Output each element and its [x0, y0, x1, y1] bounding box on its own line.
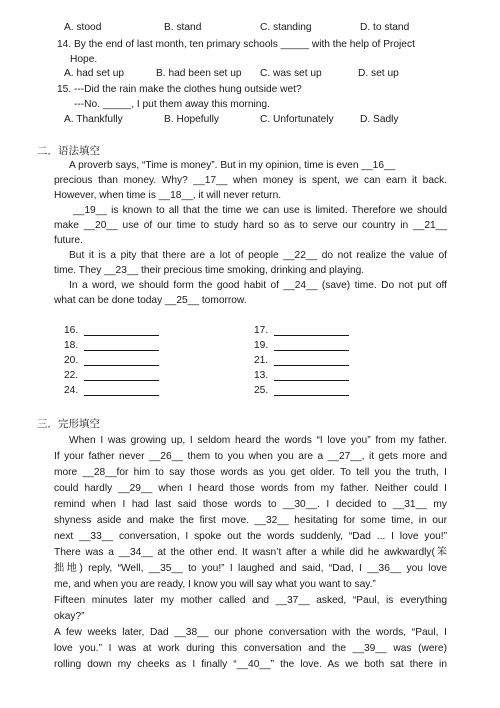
blank-label: 24. — [64, 385, 79, 396]
section2-line-2: precious than money. Why? __17__ when money is spent, we can earn it back. — [54, 175, 447, 186]
answer-blank[interactable] — [84, 365, 159, 366]
blank-label: 20. — [64, 355, 79, 366]
q14-option-c: C. was set up — [260, 68, 322, 79]
blank-label: 22. — [64, 370, 79, 381]
section3-line-14: love you.” I was at work during this conversation and the __39__ was (were) — [54, 643, 447, 654]
section3-heading: 三．完形填空 — [37, 418, 100, 430]
answer-blank[interactable] — [274, 350, 349, 351]
answer-blank[interactable] — [274, 380, 349, 381]
section2-line-1: A proverb says, “Time is money”. But in my opinion, time is even __16__ — [69, 160, 396, 171]
section2-line-4: __19__ is known to all that the time we can use is limited. Therefore we should — [73, 205, 447, 216]
q13-option-c: C. standing — [260, 22, 312, 33]
section3-line-13: A few weeks later, Dad __38__ our phone conversation with the words, “Paul, I — [54, 627, 447, 638]
blank-label: 19. — [254, 340, 269, 351]
section3-line-6: shyness aside and make the first move. __32__ hesitating for some time, in our — [54, 515, 447, 526]
q15-stem: 15. ---Did the rain make the clothes hung outside wet? — [57, 84, 302, 95]
answer-blank[interactable] — [84, 395, 159, 396]
answer-blank[interactable] — [84, 380, 159, 381]
section3-line-2: If your father never __26__ them to you when you are a __27__, it gets more and — [54, 451, 447, 462]
q13-option-a: A. stood — [64, 22, 102, 33]
q13-option-d: D. to stand — [360, 22, 410, 33]
blank-label: 17. — [254, 325, 269, 336]
blank-label: 25. — [254, 385, 269, 396]
section3-line-7: next __33__ conversation, I spoke out the words suddenly, “Dad ... I love you!” — [54, 531, 447, 542]
answer-blank[interactable] — [274, 395, 349, 396]
answer-blank[interactable] — [274, 365, 349, 366]
section2-line-7: But it is a pity that there are a lot of people __22__ do not realize the value of — [69, 250, 447, 261]
q14-option-b: B. had been set up — [156, 68, 242, 79]
blank-label: 21. — [254, 355, 269, 366]
section3-line-8: There was a __34__ at the other end. It wasn’t after a while did he awkwardly(笨 — [54, 547, 447, 558]
section3-line-1: When I was growing up, I seldom heard the words “I love you” from my father. — [69, 435, 447, 446]
section3-line-5: remind when I had last said those words to __30__. I decided to __31__ my — [54, 499, 447, 510]
section2-heading: 二．语法填空 — [37, 145, 100, 157]
section2-line-6: future. — [54, 235, 83, 246]
q15-reply: ---No. _____, I put them away this morning. — [74, 99, 270, 110]
q15-option-a: A. Thankfully — [64, 114, 123, 125]
answer-blank[interactable] — [274, 335, 349, 336]
section3-line-9: 拙地) reply, “Well, __35__ to you!” I laughed and said, “Dad, I __36__ you love — [54, 563, 447, 574]
q14-option-d: D. set up — [358, 68, 399, 79]
section3-line-15: rolling down my cheeks as I finally “__40__” the love. As we both sat there in — [54, 659, 447, 670]
section2-line-10: what can be done today __25__ tomorrow. — [54, 295, 247, 306]
answer-blank[interactable] — [84, 335, 159, 336]
q14-option-a: A. had set up — [64, 68, 125, 79]
q13-option-b: B. stand — [164, 22, 202, 33]
blank-label: 18. — [64, 340, 79, 351]
section3-line-10: me, and when you are ready, I know you will say what you want to say.” — [54, 579, 376, 590]
q15-option-c: C. Unfortunately — [260, 114, 334, 125]
section3-line-4: could hardly __29__ when I heard those words from my father. Neither could I — [54, 483, 447, 494]
section2-line-9: In a word, we should form the good habit of __24__ (save) time. Do not put off — [69, 280, 447, 291]
section3-line-12: okay?” — [54, 611, 85, 622]
q14-stem-cont: Hope. — [70, 54, 98, 65]
blank-label: 13. — [254, 370, 269, 381]
q15-option-d: D. Sadly — [360, 114, 399, 125]
section3-line-3: more __28__for him to say those words as you get older. To tell you the truth, I — [54, 467, 447, 478]
blank-label: 16. — [64, 325, 79, 336]
q15-option-b: B. Hopefully — [164, 114, 219, 125]
section2-line-5: make __20__ use of our time to study hard so as to serve our country in __21__ — [54, 220, 447, 231]
section3-line-11: Fifteen minutes later my mother called and __37__ asked, “Paul, is everything — [54, 595, 447, 606]
section2-line-3: However, when time is __18__, it will never return. — [54, 190, 282, 201]
q14-stem: 14. By the end of last month, ten primary schools _____ with the help of Project — [57, 39, 415, 50]
section2-line-8: time. They __23__ their precious time smoking, drinking and playing. — [54, 265, 365, 276]
answer-blank[interactable] — [84, 350, 159, 351]
